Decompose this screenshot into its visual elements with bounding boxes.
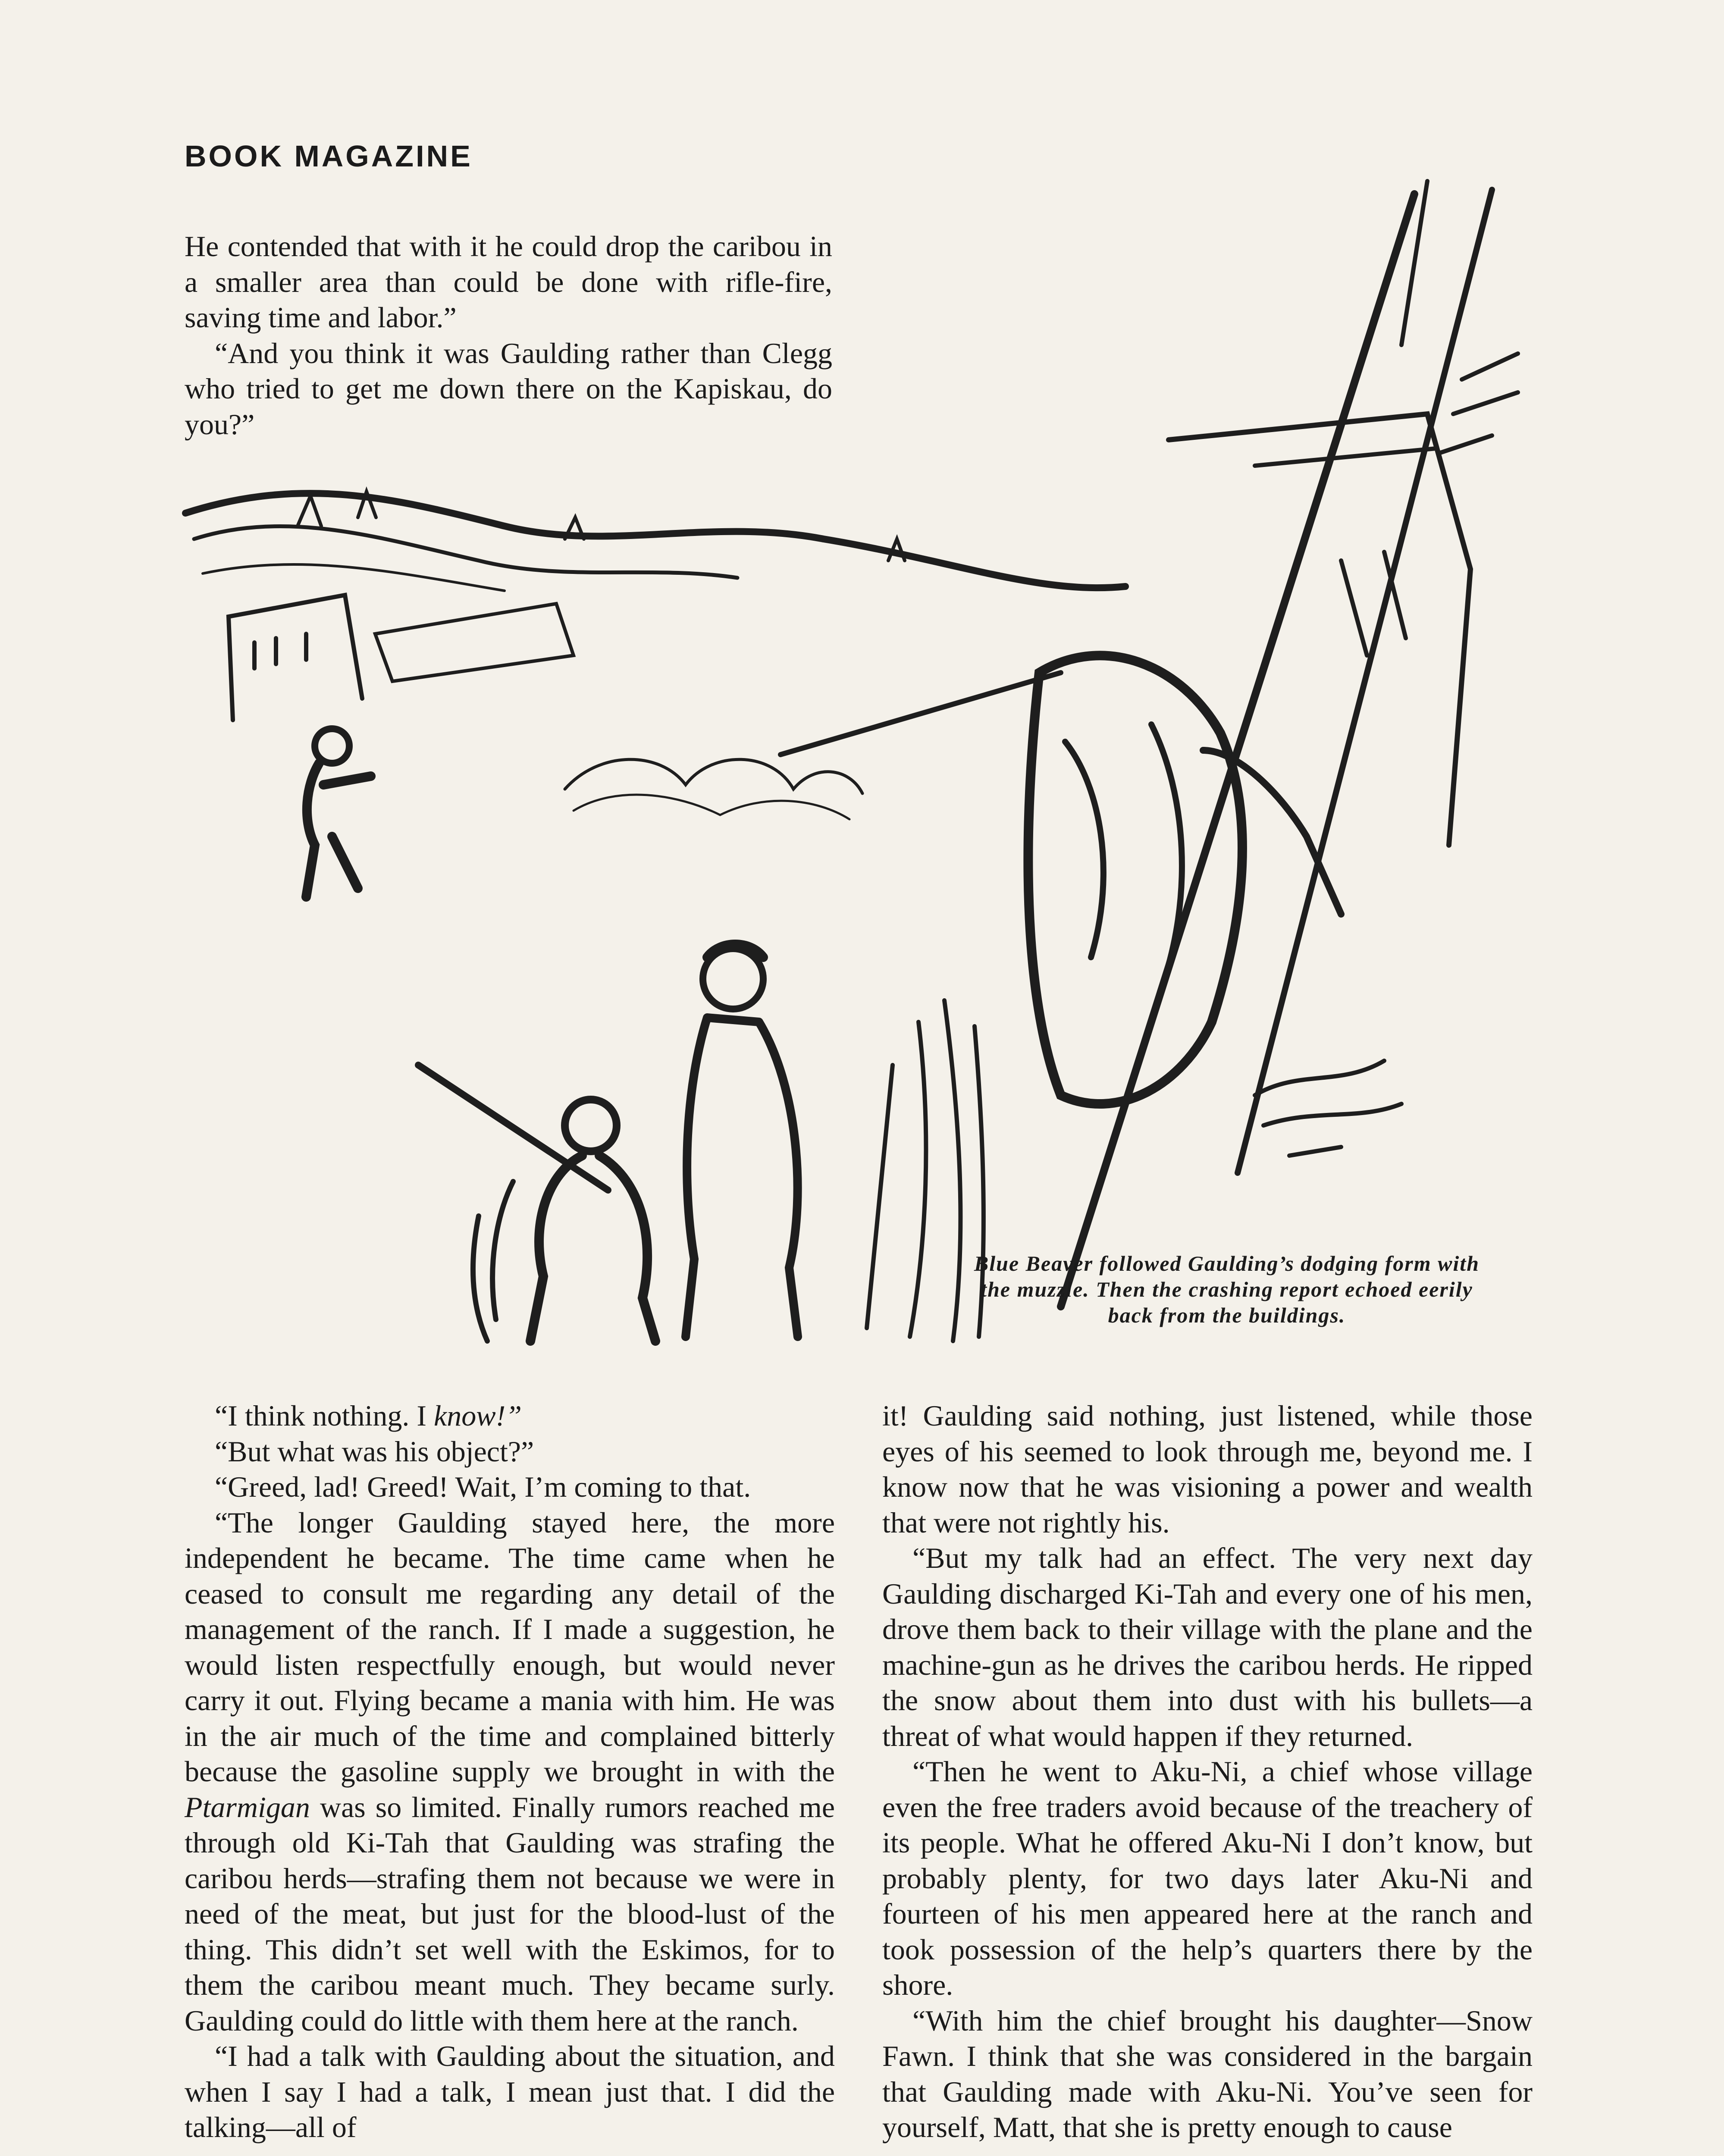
paragraph: “But my talk had an effect. The very next day Gaulding discharged Ki-Tah and every one of his men, drove them back to their village with the plane and the machine-gun as he drives the caribou herds. He ripped the snow about them into dust with his bullets—a threat of what would happen if they returned. xyxy=(882,1542,1533,1752)
emphasis: know!” xyxy=(434,1399,522,1432)
paragraph: “Greed, lad! Greed! Wait, I’m coming to that. xyxy=(215,1470,751,1503)
paragraph: “Then he went to Aku-Ni, a chief whose village even the free traders avoid because of the treachery of its people. What he offered Aku-Ni I don’t know, but probably plenty, for two days later Aku-Ni and fourteen of his men appeared here at the ranch and took possession of the help’s quarters there by the shore. xyxy=(882,1755,1533,2001)
man-in-coat xyxy=(686,1018,798,1337)
paragraph: “I had a talk with Gaulding about the situation, and when I say I had a talk, I mean just that. I did the talking—all of xyxy=(185,2040,835,2143)
building-right xyxy=(1169,414,1470,845)
building-left xyxy=(229,595,362,720)
story-illustration xyxy=(177,138,1539,1350)
right-column xyxy=(882,1398,1533,2145)
running-head: BOOK MAGAZINE xyxy=(185,139,473,173)
shooter-figure xyxy=(1028,655,1242,1104)
paragraph xyxy=(185,1398,835,1434)
pole-1 xyxy=(1061,194,1414,1307)
emphasis: Ptarmigan xyxy=(185,1790,310,1824)
intro-paragraph-1: He contended that with it he could drop the caribou in a smaller area than could be done with rifle-fire, saving time and labor.” xyxy=(185,230,832,334)
illustration-caption: Blue Beaver followed Gaulding’s dodging form with the muzzle. Then the crashing report echoed eerily back from the buildings. xyxy=(974,1251,1480,1327)
smoke-swirl xyxy=(565,759,862,793)
text-span: “I think nothing. I xyxy=(215,1399,434,1432)
paragraph: “With him the chief brought his daughter—Snow Fawn. I think that she was considered in the bargain that Gaulding made with Aku-Ni. You’ve seen for yourself, Matt, that she is pretty enough to cause xyxy=(882,2004,1533,2143)
intro-paragraph-2: “And you think it was Gaulding rather than Clegg who tried to get me down there on the Kapiskau, do you?” xyxy=(185,336,832,441)
paragraph: it! Gaulding said nothing, just listened, while those eyes of his seemed to look through me, beyond me. I know now that he was visioning a power and wealth that were not rightly his. xyxy=(882,1399,1533,1539)
paragraph: “But what was his object?” xyxy=(215,1435,534,1468)
left-column xyxy=(185,1398,835,2145)
running-figure xyxy=(306,763,371,897)
paragraph xyxy=(185,1505,835,2039)
rifle xyxy=(418,1065,608,1190)
text-span: “The longer Gaulding stayed here, the more independent he became. The time came when he ceased to consult me regarding any detail of the management of the ranch. If I made a suggestion, he would listen respectfully enough, but would never carry it out. Flying became a mania with him. He was in the air much of the time and complained bitterly because the gasoline supply we brought in with the xyxy=(185,1506,835,1788)
text-span: was so limited. Finally rumors reached me through old Ki-Tah that Gaulding was strafing the caribou herds—strafing them not because we were in need of the meat, but just for the blood-lust of the thing. This didn’t set well with the Eskimos, for to them the caribou meant much. They became surly. Gaulding could do little with them here at the ranch. xyxy=(185,1790,835,2037)
